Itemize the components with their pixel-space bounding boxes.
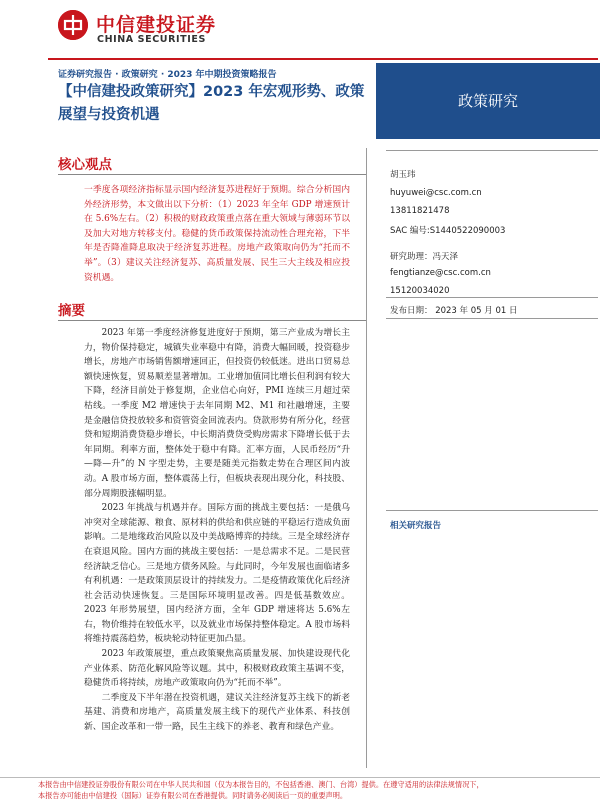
sidebar-rule	[386, 318, 598, 319]
core-heading: 核心观点	[58, 153, 112, 173]
sidebar-rule	[386, 297, 598, 298]
company-logo-icon	[58, 10, 88, 40]
core-divider	[58, 174, 366, 175]
summary-paragraph: 2023 年挑战与机遇并存。国际方面的挑战主要包括：一是俄乌冲突对全球能源、粮食、原材料的供给和供应链的平稳运行造成负面影响。二是地缘政治风险以及中美战略博弈的持续。三是全球经济存在衰退风险。国内方面的挑战主要包括：一是总需求不足。二是民营经济缺乏信心。三是地方债务风险。与此同时，今年发展也面临诸多有利机遇：一是政策顶层设计的持续发力。二是疫情政策优化后经济社会活动快速恢复。三是国际环境明显改善。四是低基数效应。2023 年形势展望，国内经济方面，全年 GDP 增速将达 5.6%左右，物价维持在较低水平，以及就业市场保持整体稳定。A 股市场料将维持震荡趋势，板块轮动特征更加凸显。	[84, 501, 350, 647]
sidebar-rule	[386, 510, 598, 511]
disclaimer	[38, 780, 598, 801]
footer-divider	[0, 777, 600, 778]
analyst-sac: SAC 编号:S1440522090003	[390, 224, 505, 236]
publish-date: 发布日期： 2023 年 05 月 01 日	[390, 304, 517, 316]
assistant-name: 研究助理：冯天泽	[390, 250, 458, 262]
disclaimer-line: 本报告由中信建投证券股份有限公司在中华人民共和国（仅为本报告目的，不包括香港、澳门、台湾）提供。在遵守适用的法律法规情况下，	[38, 780, 598, 791]
category-label: 政策研究	[376, 90, 600, 111]
summary-paragraph: 2023 年第一季度经济修复进度好于预期，第三产业成为增长主力，物价保持稳定，城镇失业率稳中有降，消费大幅回暖，投资稳步增长，房地产市场销售额增速回正，但投资仍较低迷。进出口贸易总额快速恢复，贸易顺差显著增加。工业增加值同比增长但利润有较大下降，经济目前处于修复期，企业信心向好，PMI 连续三月超过荣枯线。一季度 M2 增速快于去年同期 M2、M1 和社融增速，主要是金融信贷投放较多和资管资金回流表内。贷款形势有所分化，经营贷和短期消费贷稳步增长，中长期消费贷受购房需求下降增长低于去年同期。利率方面，整体处于稳中有降。汇率方面，人民币经历“升—降—升”的 N 字型走势，主要是随美元指数走势在合理区间内波动。A 股市场方面，整体震荡上行，但板块表现出现分化，科技股、部分周期股涨幅明显。	[84, 326, 350, 501]
sidebar-top-rule	[386, 150, 598, 151]
analyst-email: huyuwei@csc.com.cn	[390, 188, 482, 198]
company-name-en: CHINA SECURITIES	[97, 34, 206, 45]
analyst-name: 胡玉玮	[390, 168, 416, 180]
summary-paragraph: 二季度及下半年潜在投资机遇，建议关注经济复苏主线下的新老基建、消费和房地产，高质量发展主线下的现代产业体系、科技创新、国企改革和一带一路，民生主线下的养老、教育和绿色产业。	[84, 691, 350, 735]
column-divider	[366, 148, 367, 768]
report-title: 【中信建投政策研究】2023 年宏观形势、政策展望与投资机遇	[58, 81, 370, 127]
assistant-email: fengtianze@csc.com.cn	[390, 268, 491, 278]
related-reports-heading: 相关研究报告	[390, 519, 441, 531]
header-divider	[48, 58, 598, 60]
summary-heading: 摘要	[58, 299, 85, 319]
summary-divider	[58, 320, 366, 321]
disclaimer-line: 本报告亦可能由中信建投（国际）证券有限公司在香港提供。同时请务必阅读后一页的重要声明。	[38, 791, 598, 801]
summary-body	[84, 326, 350, 735]
company-name-cn: 中信建投证券	[96, 10, 216, 37]
assistant-phone: 15120034020	[390, 286, 450, 296]
summary-paragraph: 2023 年政策展望，重点政策聚焦高质量发展、加快建设现代化产业体系、防范化解风险等议题。其中，积极财政政策主基调不变，稳健货币将持续，房地产政策取向仍为“托而不举”。	[84, 647, 350, 691]
breadcrumb: 证券研究报告 · 政策研究 · 2023 年中期投资策略报告	[58, 67, 277, 80]
core-paragraph: 一季度各项经济指标显示国内经济复苏进程好于预期。综合分析国内外经济形势，本文做出以下分析：（1）2023 年全年 GDP 增速预计在 5.6%左右。（2）积极的财政政策重点落在重大领域与薄弱环节以及加大对地方转移支付。稳健的货币政策保持流动性合理充裕，下半年是否降准降息取决于经济复苏进程。房地产政策取向仍为“托而不举”。（3）建议关注经济复苏、高质量发展、民生三大主线及相应投资机遇。	[84, 183, 350, 285]
analyst-phone: 13811821478	[390, 206, 450, 216]
